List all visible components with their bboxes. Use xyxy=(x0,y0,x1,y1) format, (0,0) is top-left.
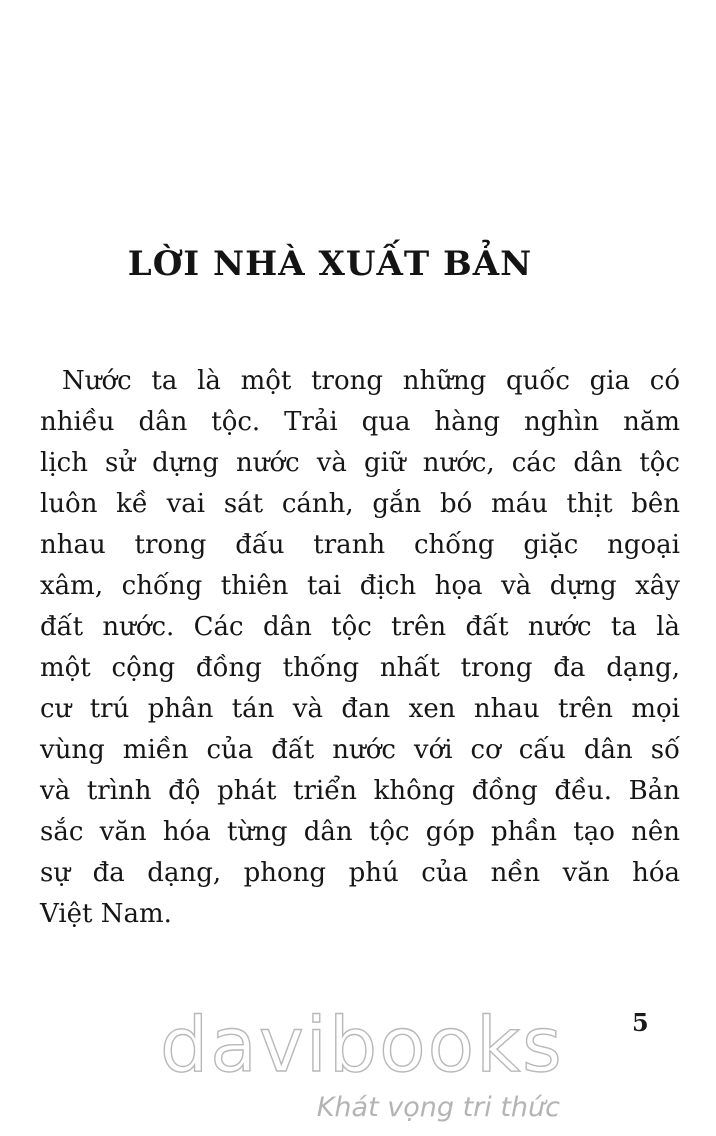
page-heading: LỜI NHÀ XUẤT BẢN xyxy=(127,244,533,284)
paragraph-line-last: Việt Nam. xyxy=(40,899,172,929)
paragraph-line: vùng miền của đất nước với cơ cấu dân số xyxy=(40,735,680,765)
paragraph-line: và trình độ phát triển không đồng đều. Bản xyxy=(40,776,680,806)
paragraph-line: Nước ta là một trong những quốc gia có xyxy=(62,366,680,396)
paragraph-line: cư trú phân tán và đan xen nhau trên mọi xyxy=(40,694,680,724)
paragraph-line: sắc văn hóa từng dân tộc góp phần tạo nên xyxy=(40,817,680,847)
paragraph-line: đất nước. Các dân tộc trên đất nước ta là xyxy=(40,612,680,642)
watermark-slogan: Khát vọng tri thức xyxy=(316,1092,560,1123)
page-number: 5 xyxy=(632,1008,649,1037)
paragraph-line: luôn kề vai sát cánh, gắn bó máu thịt bên xyxy=(40,489,680,519)
paragraph-line: sự đa dạng, phong phú của nền văn hóa xyxy=(40,858,680,888)
paragraph-line: nhiều dân tộc. Trải qua hàng nghìn năm xyxy=(40,407,680,437)
body-paragraph xyxy=(40,361,680,935)
paragraph-line: nhau trong đấu tranh chống giặc ngoại xyxy=(40,530,680,560)
paragraph-line: xâm, chống thiên tai địch họa và dựng xây xyxy=(40,571,680,601)
paragraph-line: một cộng đồng thống nhất trong đa dạng, xyxy=(40,653,680,683)
watermark-brand: davibooks xyxy=(160,1000,564,1089)
paragraph-line: lịch sử dựng nước và giữ nước, các dân tộc xyxy=(40,448,680,478)
